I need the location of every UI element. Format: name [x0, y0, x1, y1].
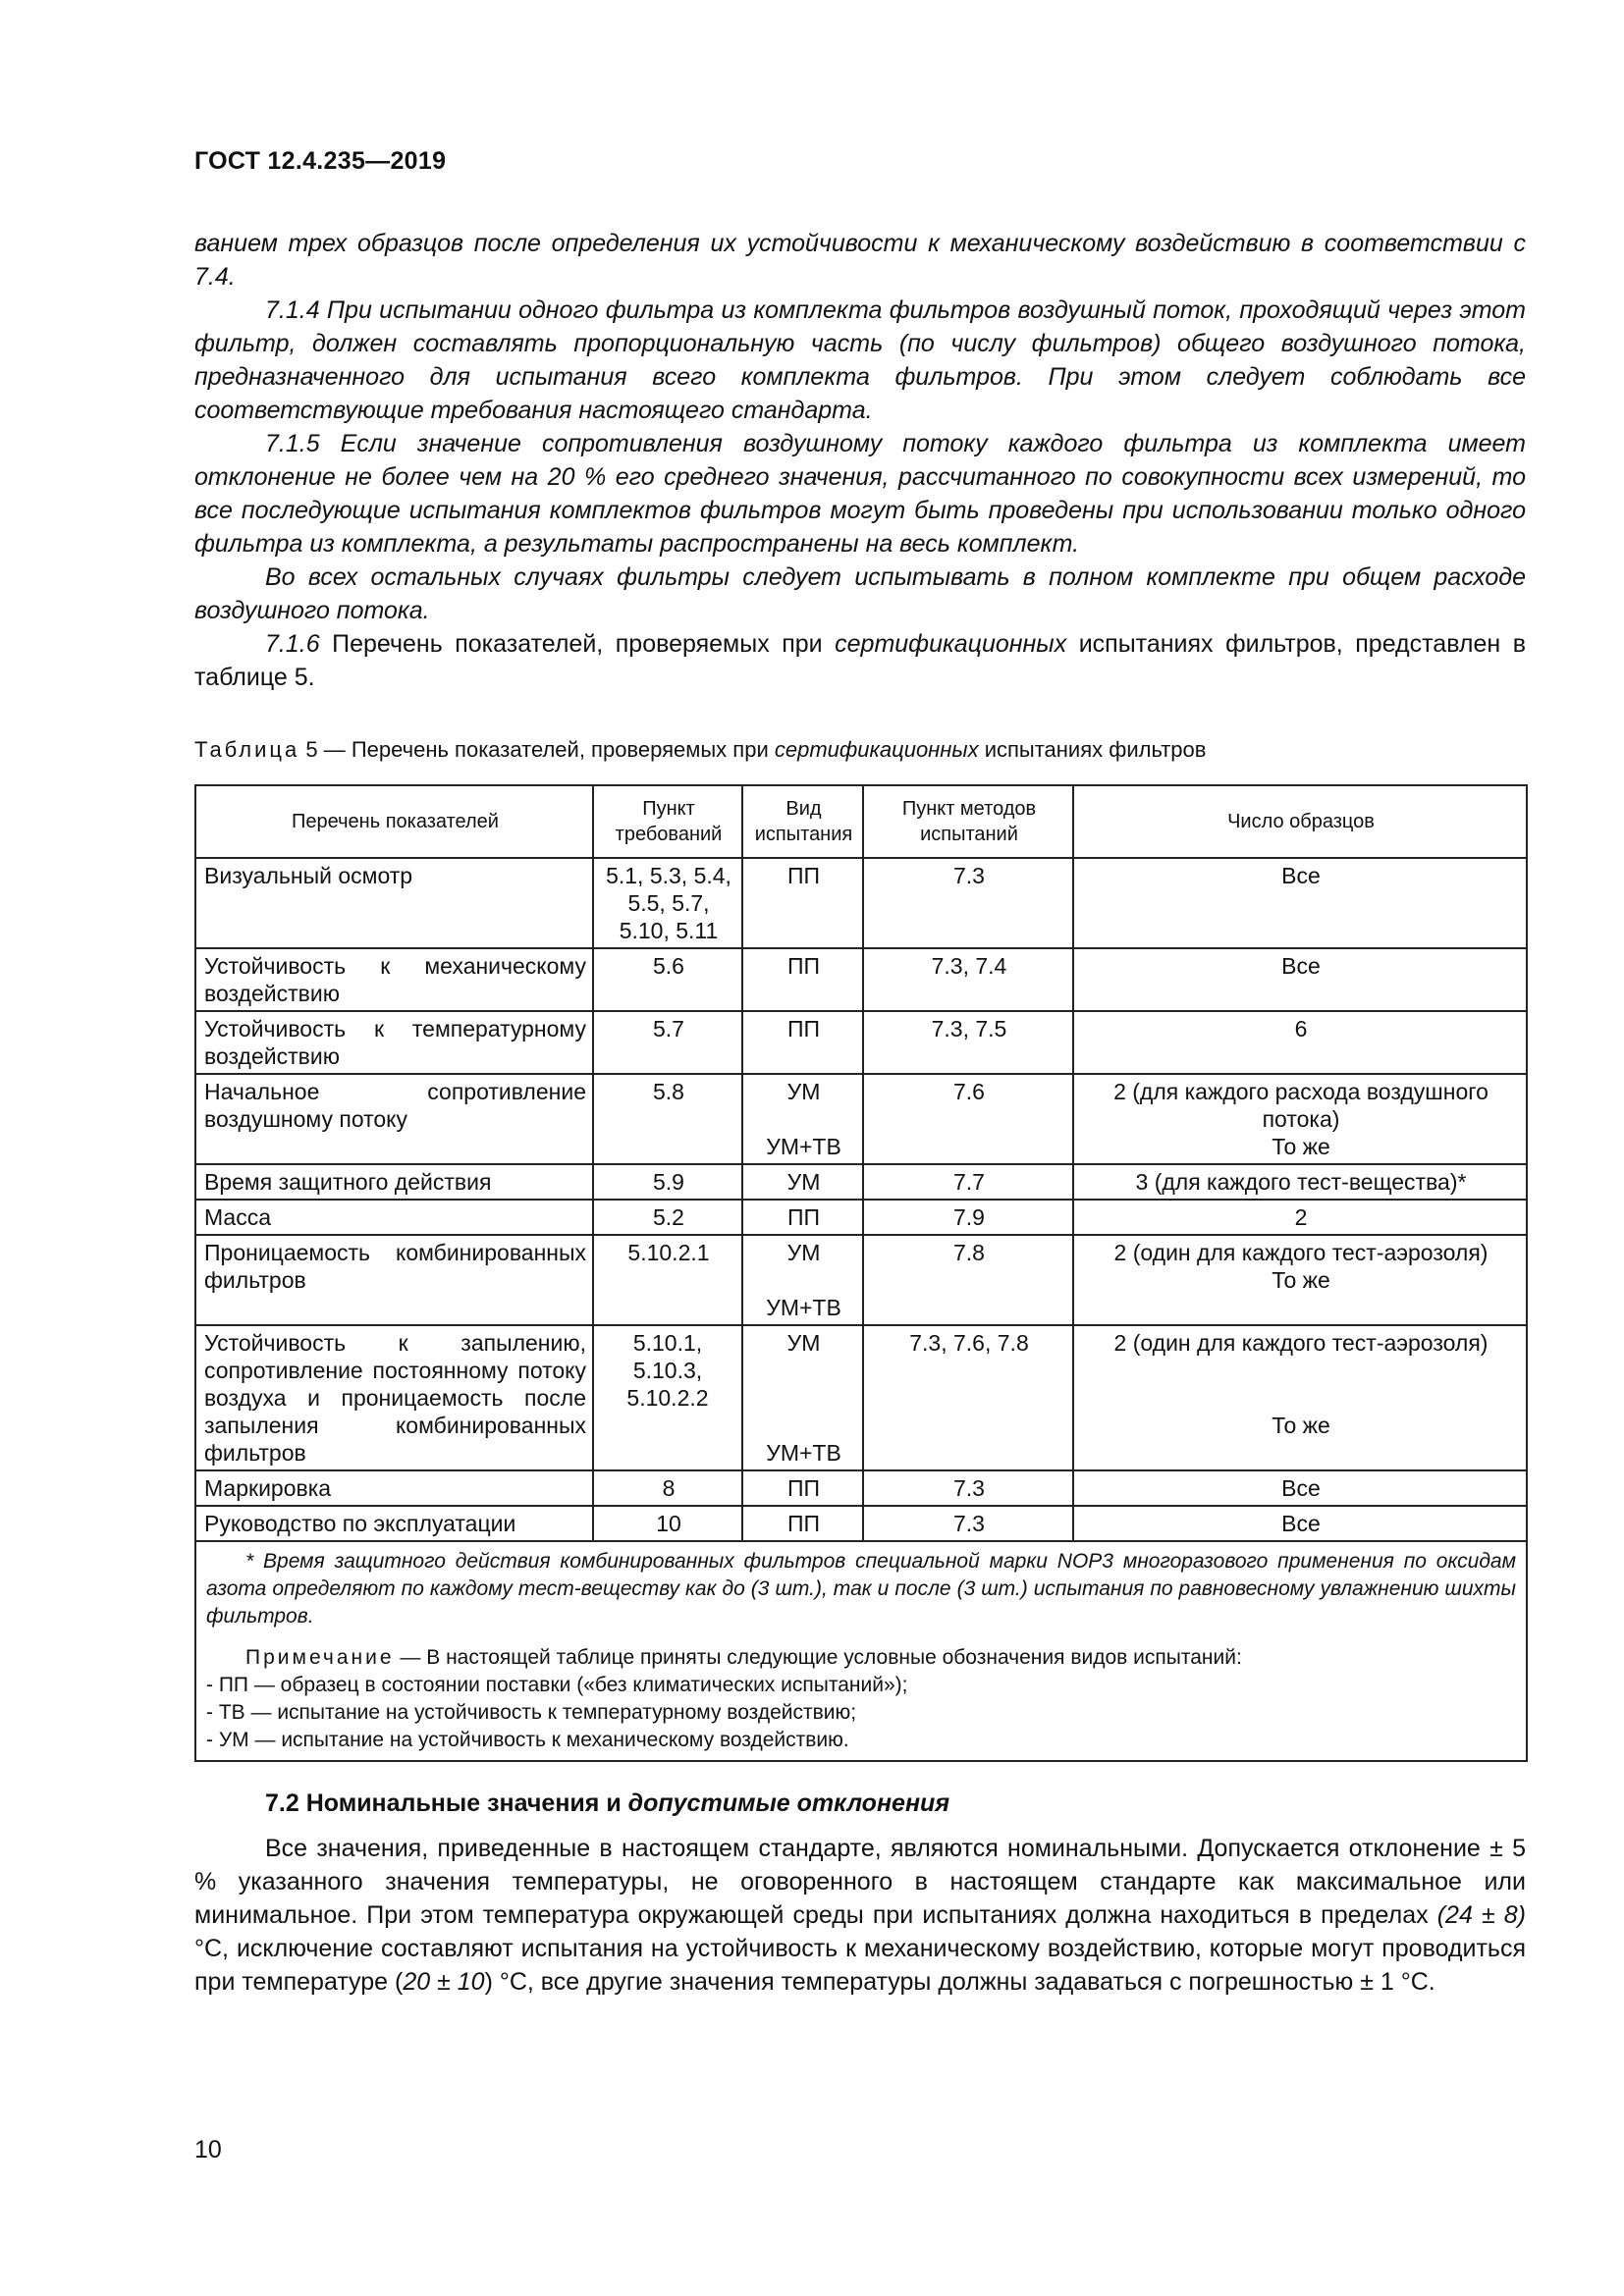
cell-test-type: ПП	[742, 1506, 863, 1541]
document-code: ГОСТ 12.4.235—2019	[194, 147, 447, 175]
note-item: - ТВ — испытание на устойчивость к температурному воздействию;	[206, 1701, 857, 1724]
cell-method: 7.7	[863, 1164, 1073, 1200]
table-row	[195, 1200, 1527, 1235]
cell-method: 7.3	[863, 1470, 1073, 1506]
cell-requirement: 5.1, 5.3, 5.4, 5.5, 5.7, 5.10, 5.11	[593, 858, 742, 948]
table-footnote: * Время защитного действия комбинированных фильтров специальной марки NOP3 многоразового применения по оксидам азота определяют по каждому тест-веществу как до (3 шт.), так и после (3 шт.) испытания по равновесному увлажнению шихты фильтров.	[206, 1550, 1516, 1628]
cell-method: 7.3, 7.6, 7.8	[863, 1325, 1073, 1470]
table-row	[195, 1164, 1527, 1200]
paragraph-7-1-5: 7.1.5 Если значение сопротивления воздушному потоку каждого фильтра из комплекта имеет отклонение не более чем на 20 % его среднего значения, рассчитанного по совокупности всех измерений, то все последующие испытания комплектов фильтров могут быть проведены при использовании только одного фильтра из комплекта, а результаты распространены на весь комплект.	[194, 430, 1526, 558]
cell-sample-count: 2 (для каждого расхода воздушного потока) То же	[1073, 1074, 1527, 1164]
indicators-table	[194, 784, 1528, 1762]
cell-indicator: Руководство по эксплуатации	[195, 1506, 593, 1541]
cell-method: 7.8	[863, 1235, 1073, 1325]
cell-requirement: 5.10.2.1	[593, 1235, 742, 1325]
table-row	[195, 1470, 1527, 1506]
column-header: Пункт требований	[593, 785, 742, 858]
note-item: - УМ — испытание на устойчивость к механическому воздействию.	[206, 1729, 849, 1751]
note-item: - ПП — образец в состоянии поставки («без климатических испытаний»);	[206, 1674, 908, 1696]
cell-method: 7.6	[863, 1074, 1073, 1164]
cell-sample-count: 2 (один для каждого тест-аэрозоля) То же	[1073, 1325, 1527, 1470]
cell-indicator: Время защитного действия	[195, 1164, 593, 1200]
table-row	[195, 1235, 1527, 1325]
cell-requirement: 5.2	[593, 1200, 742, 1235]
cell-requirement: 5.7	[593, 1011, 742, 1074]
cell-indicator: Устойчивость к механическому воздействию	[195, 948, 593, 1011]
paragraph-7-1-5-cont: Во всех остальных случаях фильтры следует испытывать в полном комплекте при общем расходе воздушного потока.	[194, 563, 1526, 624]
cell-method: 7.3	[863, 858, 1073, 948]
cell-test-type: ПП	[742, 948, 863, 1011]
cell-test-type: УМ УМ+ТВ	[742, 1235, 863, 1325]
cell-requirement: 8	[593, 1470, 742, 1506]
cell-method: 7.3, 7.4	[863, 948, 1073, 1011]
cell-sample-count: Все	[1073, 948, 1527, 1011]
table-row	[195, 948, 1527, 1011]
cell-test-type: ПП	[742, 1011, 863, 1074]
table-notes-row	[195, 1541, 1527, 1761]
cell-indicator: Масса	[195, 1200, 593, 1235]
cell-sample-count: 3 (для каждого тест-вещества)*	[1073, 1164, 1527, 1200]
section-7-2-text: Все значения, приведенные в настоящем стандарте, являются номинальными. Допускается отклонение ± 5 % указанного значения температуры, не оговоренного в настоящем стандарте как максимальное или минимальное. При этом температура окружающей среды при испытаниях должна находиться в пределах (24 ± 8) °С, исключение составляют испытания на устойчивость к механическому воздействию, которые могут проводиться при температуре (20 ± 10) °С, все другие значения температуры должны задаваться с погрешностью ± 1 °С.	[194, 1835, 1526, 1996]
cell-sample-count: Все	[1073, 858, 1527, 948]
cell-test-type: УМ УМ+ТВ	[742, 1074, 863, 1164]
cell-requirement: 10	[593, 1506, 742, 1541]
section-heading-7-2: 7.2 Номинальные значения и допустимые отклонения	[265, 1789, 950, 1817]
clause-number: 7.1.6	[265, 630, 320, 658]
cell-indicator: Начальное сопротивление воздушному потоку	[195, 1074, 593, 1164]
cell-requirement: 5.10.1, 5.10.3, 5.10.2.2	[593, 1325, 742, 1470]
cell-indicator: Устойчивость к запылению, сопротивление постоянному потоку воздуха и проницаемость после запыления комбинированных фильтров	[195, 1325, 593, 1470]
cell-indicator: Визуальный осмотр	[195, 858, 593, 948]
cell-sample-count: Все	[1073, 1506, 1527, 1541]
table-header-row	[195, 785, 1527, 858]
table-row	[195, 1011, 1527, 1074]
cell-requirement: 5.6	[593, 948, 742, 1011]
cell-sample-count: 2	[1073, 1200, 1527, 1235]
cell-method: 7.9	[863, 1200, 1073, 1235]
table-row	[195, 1325, 1527, 1470]
page-number: 10	[194, 2136, 222, 2163]
paragraph-7-1-4: 7.1.4 При испытании одного фильтра из комплекта фильтров воздушный поток, проходящий через этот фильтр, должен составлять пропорциональную часть (по числу фильтров) общего воздушного потока, предназначенного для испытания всего комплекта фильтров. При этом следует соблюдать все соответствующие требования настоящего стандарта.	[194, 296, 1526, 424]
cell-indicator: Проницаемость комбинированных фильтров	[195, 1235, 593, 1325]
cell-method: 7.3	[863, 1506, 1073, 1541]
cell-requirement: 5.9	[593, 1164, 742, 1200]
table-row	[195, 1506, 1527, 1541]
column-header: Перечень показателей	[195, 785, 593, 858]
cell-test-type: ПП	[742, 1200, 863, 1235]
cell-test-type: УМ УМ+ТВ	[742, 1325, 863, 1470]
cell-method: 7.3, 7.5	[863, 1011, 1073, 1074]
paragraph-continued: ванием трех образцов после определения их устойчивости к механическому воздействию в соответствии с 7.4.	[194, 230, 1526, 291]
cell-test-type: УМ	[742, 1164, 863, 1200]
table-row	[195, 858, 1527, 948]
table-row	[195, 1074, 1527, 1164]
document-page	[194, 147, 1526, 1999]
column-header: Пункт методов испытаний	[863, 785, 1073, 858]
cell-indicator: Устойчивость к температурному воздействию	[195, 1011, 593, 1074]
column-header: Вид испытания	[742, 785, 863, 858]
paragraph-7-1-6: 7.1.6 Перечень показателей, проверяемых при сертификационных испытаниях фильтров, представлен в таблице 5.	[194, 630, 1526, 691]
cell-sample-count: 6	[1073, 1011, 1527, 1074]
column-header: Число образцов	[1073, 785, 1527, 858]
cell-sample-count: 2 (один для каждого тест-аэрозоля) То же	[1073, 1235, 1527, 1325]
table-note-heading: Примечание — В настоящей таблице приняты следующие условные обозначения видов испытаний:	[245, 1646, 1242, 1669]
cell-indicator: Маркировка	[195, 1470, 593, 1506]
cell-test-type: ПП	[742, 858, 863, 948]
table-caption: Таблица 5 — Перечень показателей, проверяемых при сертификационных испытаниях фильтров	[194, 737, 1207, 762]
cell-sample-count: Все	[1073, 1470, 1527, 1506]
table-notes	[195, 1541, 1527, 1761]
cell-requirement: 5.8	[593, 1074, 742, 1164]
cell-test-type: ПП	[742, 1470, 863, 1506]
